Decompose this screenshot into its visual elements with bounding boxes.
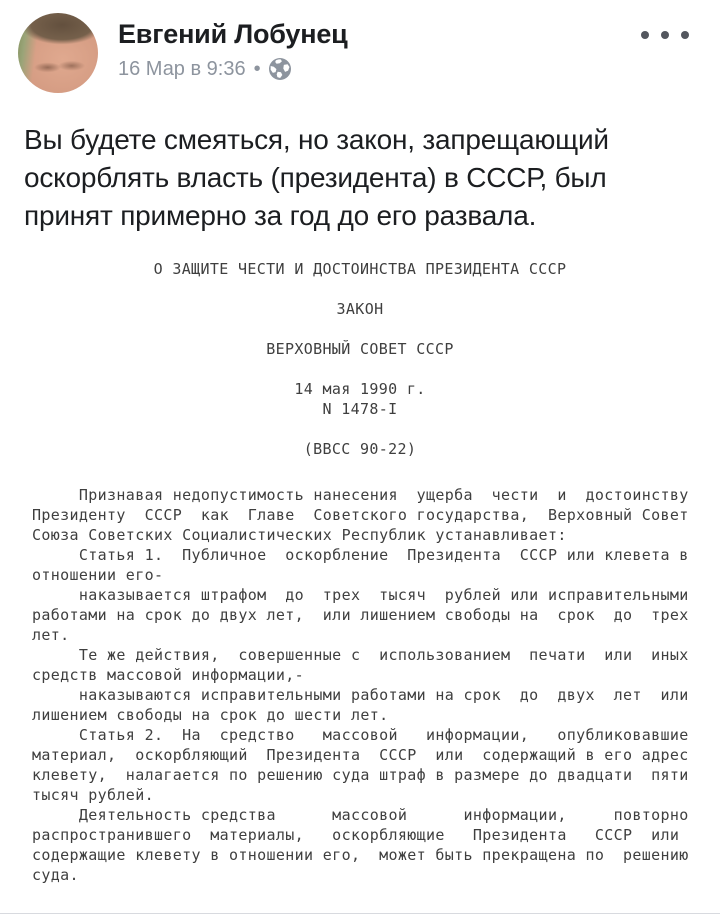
- post-header: [0, 0, 720, 93]
- document-line: Деятельность средства массовой информации, повторно: [32, 806, 689, 824]
- spacer: [0, 319, 720, 339]
- author-name[interactable]: Евгений Лобунец: [118, 19, 348, 49]
- post-divider: [0, 913, 720, 914]
- document-line: Статья 2. На средство массовой информации, опубликовавшие: [32, 726, 689, 744]
- document-line: содержащие клевету в отношении его, может быть прекращена по решению: [32, 846, 689, 864]
- ellipsis-icon: [681, 31, 689, 39]
- more-options-button[interactable]: [637, 27, 693, 43]
- document-date: 14 мая 1990 г.: [294, 380, 426, 398]
- document-line: Признавая недопустимость нанесения ущерба чести и достоинству: [32, 486, 689, 504]
- document-line: наказывается штрафом до трех тысяч рублей или исправительными: [32, 586, 689, 604]
- timestamp-row: [118, 56, 348, 82]
- document-reference: (ВВСС 90-22): [303, 440, 417, 458]
- document-title: О ЗАЩИТЕ ЧЕСТИ И ДОСТОИНСТВА ПРЕЗИДЕНТА СССР: [153, 260, 567, 278]
- ellipsis-icon: [641, 31, 649, 39]
- spacer: [0, 419, 720, 439]
- avatar[interactable]: [18, 13, 98, 93]
- document-line: клевету, налагается по решению суда штраф в размере до двадцати пяти: [32, 766, 689, 784]
- spacer: [0, 279, 720, 299]
- document-line: отношении его-: [32, 566, 164, 584]
- document-line: Президенту СССР как Главе Советского государства, Верховный Совет: [32, 506, 689, 524]
- document-type: ЗАКОН: [336, 300, 384, 318]
- document-line: Статья 1. Публичное оскорбление Президента СССР или клевета в: [32, 546, 689, 564]
- document-line: Те же действия, совершенные с использованием печати или иных: [32, 646, 689, 664]
- timestamp[interactable]: 16 Мар в 9:36: [118, 58, 246, 80]
- document-number: N 1478-I: [322, 400, 398, 418]
- spacer: [0, 459, 720, 479]
- attached-document-image[interactable]: [0, 259, 720, 885]
- spacer: [0, 359, 720, 379]
- document-line: работами на срок до двух лет, или лишением свободы на срок до трех: [32, 606, 689, 624]
- ellipsis-icon: [661, 31, 669, 39]
- document-line: распространившего материалы, оскорбляющие Президента СССР или: [32, 826, 680, 844]
- document-line: суда.: [32, 866, 79, 884]
- dot-separator: •: [253, 58, 261, 80]
- document-line: тысяч рублей.: [32, 786, 154, 804]
- document-body: [0, 485, 720, 885]
- post-header-meta: [118, 13, 348, 82]
- document-line: средств массовой информации,-: [32, 666, 305, 684]
- post-text-line: Вы будете смеяться, но закон, запрещающий: [24, 124, 609, 155]
- document-line: Союза Советских Социалистических Республик устанавливает:: [32, 526, 567, 544]
- document-line: лишением свободы на срок до шести лет.: [32, 706, 389, 724]
- globe-icon: [269, 58, 291, 80]
- document-heading: [0, 259, 720, 479]
- post-text-line: принят примерно за год до его развала.: [24, 200, 537, 231]
- document-line: лет.: [32, 626, 70, 644]
- post-text: [24, 121, 696, 235]
- document-authority: ВЕРХОВНЫЙ СОВЕТ СССР: [266, 340, 454, 358]
- document-line: материал, оскорбляющий Президента СССР или содержащий в его адрес: [32, 746, 689, 764]
- document-line: наказываются исправительными работами на срок до двух лет или: [32, 686, 689, 704]
- post-text-line: оскорблять власть (президента) в СССР, был: [24, 162, 607, 193]
